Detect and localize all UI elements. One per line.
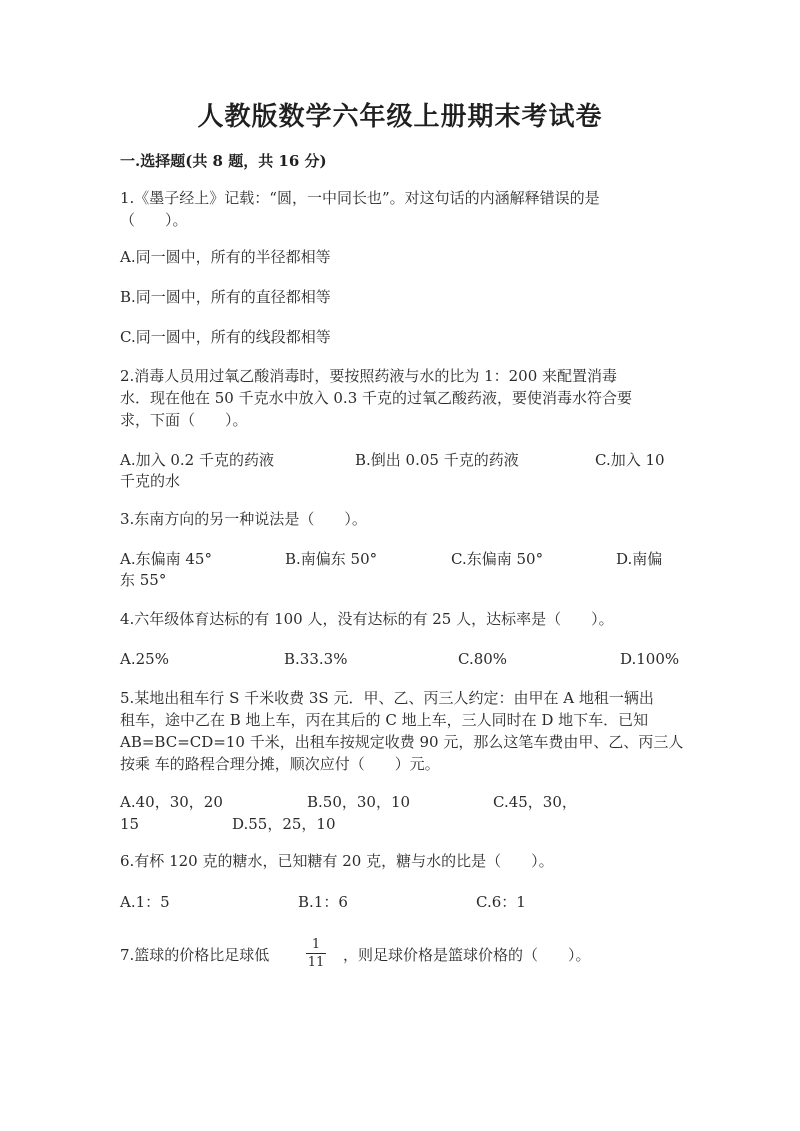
question-2-option-c-cont: 千克的水 [120, 472, 181, 490]
question-5-option-c: C.45，30， [493, 793, 577, 811]
question-4-option-b: B.33.3% [284, 650, 348, 668]
question-3-option-d: D.南偏 [616, 550, 663, 568]
question-5-text-cont: 租车，途中乙在 B 地上车，丙在其后的 C 地上车，三人同时在 D 地下车．已知 [120, 711, 649, 729]
question-6-option-b: B.1：6 [298, 893, 348, 911]
question-7-text: 7.篮球的价格比足球低 [120, 946, 270, 964]
fraction-one-eleventh [306, 937, 326, 970]
question-5-option-c-cont: 15 [120, 815, 140, 833]
question-4-text: 4.六年级体育达标的有 100 人，没有达标的有 25 人，达标率是（ ）。 [120, 610, 614, 628]
question-1-text: 1.《墨子经上》记载：“圆，一中同长也”。对这句话的内涵解释错误的是 [120, 189, 600, 207]
question-3-option-c: C.东偏南 50° [451, 550, 544, 568]
question-7-text-cont: ，则足球价格是篮球价格的（ ）。 [343, 946, 591, 964]
question-5-text-end: 按乘 车的路程合理分摊，顺次应付（ ）元。 [120, 755, 440, 773]
fraction-denominator: 11 [307, 955, 325, 970]
question-5-option-a: A.40，30，20 [120, 793, 223, 811]
question-1-option-a: A.同一圆中，所有的半径都相等 [120, 248, 331, 266]
question-2-text: 2.消毒人员用过氧乙酸消毒时，要按照药液与水的比为 1：200 来配置消毒 [120, 367, 618, 385]
fraction-numerator: 1 [311, 937, 321, 952]
question-3-option-b: B.南偏东 50° [285, 550, 378, 568]
question-5-text: 5.某地出租车行 S 千米收费 3S 元．甲、乙、丙三人约定：由甲在 A 地租一辆出 [120, 689, 654, 707]
question-5-option-d: D.55，25，10 [232, 815, 336, 833]
question-4-option-a: A.25% [120, 650, 169, 668]
question-5-option-b: B.50，30，10 [307, 793, 411, 811]
section-heading: 一.选择题(共 8 题，共 16 分) [120, 152, 327, 170]
question-2-option-c: C.加入 10 [595, 451, 665, 469]
question-6-option-c: C.6：1 [476, 893, 526, 911]
question-5-text-cont-2: AB=BC=CD=10 千米，出租车按规定收费 90 元，那么这笔车费由甲、乙、丙三人 [120, 733, 684, 751]
question-1-option-c: C.同一圆中，所有的线段都相等 [120, 328, 331, 346]
question-1-option-b: B.同一圆中，所有的直径都相等 [120, 288, 331, 306]
question-6-option-a: A.1：5 [120, 893, 170, 911]
question-3-option-d-cont: 东 55° [120, 571, 167, 589]
fraction-bar [306, 953, 326, 954]
question-3-text: 3.东南方向的另一种说法是（ ）。 [120, 510, 367, 528]
question-4-option-c: C.80% [458, 650, 508, 668]
question-2-text-end: 求，下面（ ）。 [120, 411, 248, 429]
question-3-option-a: A.东偏南 45° [120, 550, 212, 568]
question-1-text-cont: （ ）。 [120, 211, 188, 229]
page-title: 人教版数学六年级上册期末考试卷 [197, 102, 603, 132]
question-2-option-b: B.倒出 0.05 千克的药液 [355, 451, 519, 469]
question-6-text: 6.有杯 120 克的糖水，已知糖有 20 克，糖与水的比是（ ）。 [120, 852, 554, 870]
question-2-option-a: A.加入 0.2 千克的药液 [120, 451, 274, 469]
question-2-text-cont: 水．现在他在 50 千克水中放入 0.3 千克的过氧乙酸药液，要使消毒水符合要 [120, 389, 633, 407]
question-4-option-d: D.100% [620, 650, 680, 668]
